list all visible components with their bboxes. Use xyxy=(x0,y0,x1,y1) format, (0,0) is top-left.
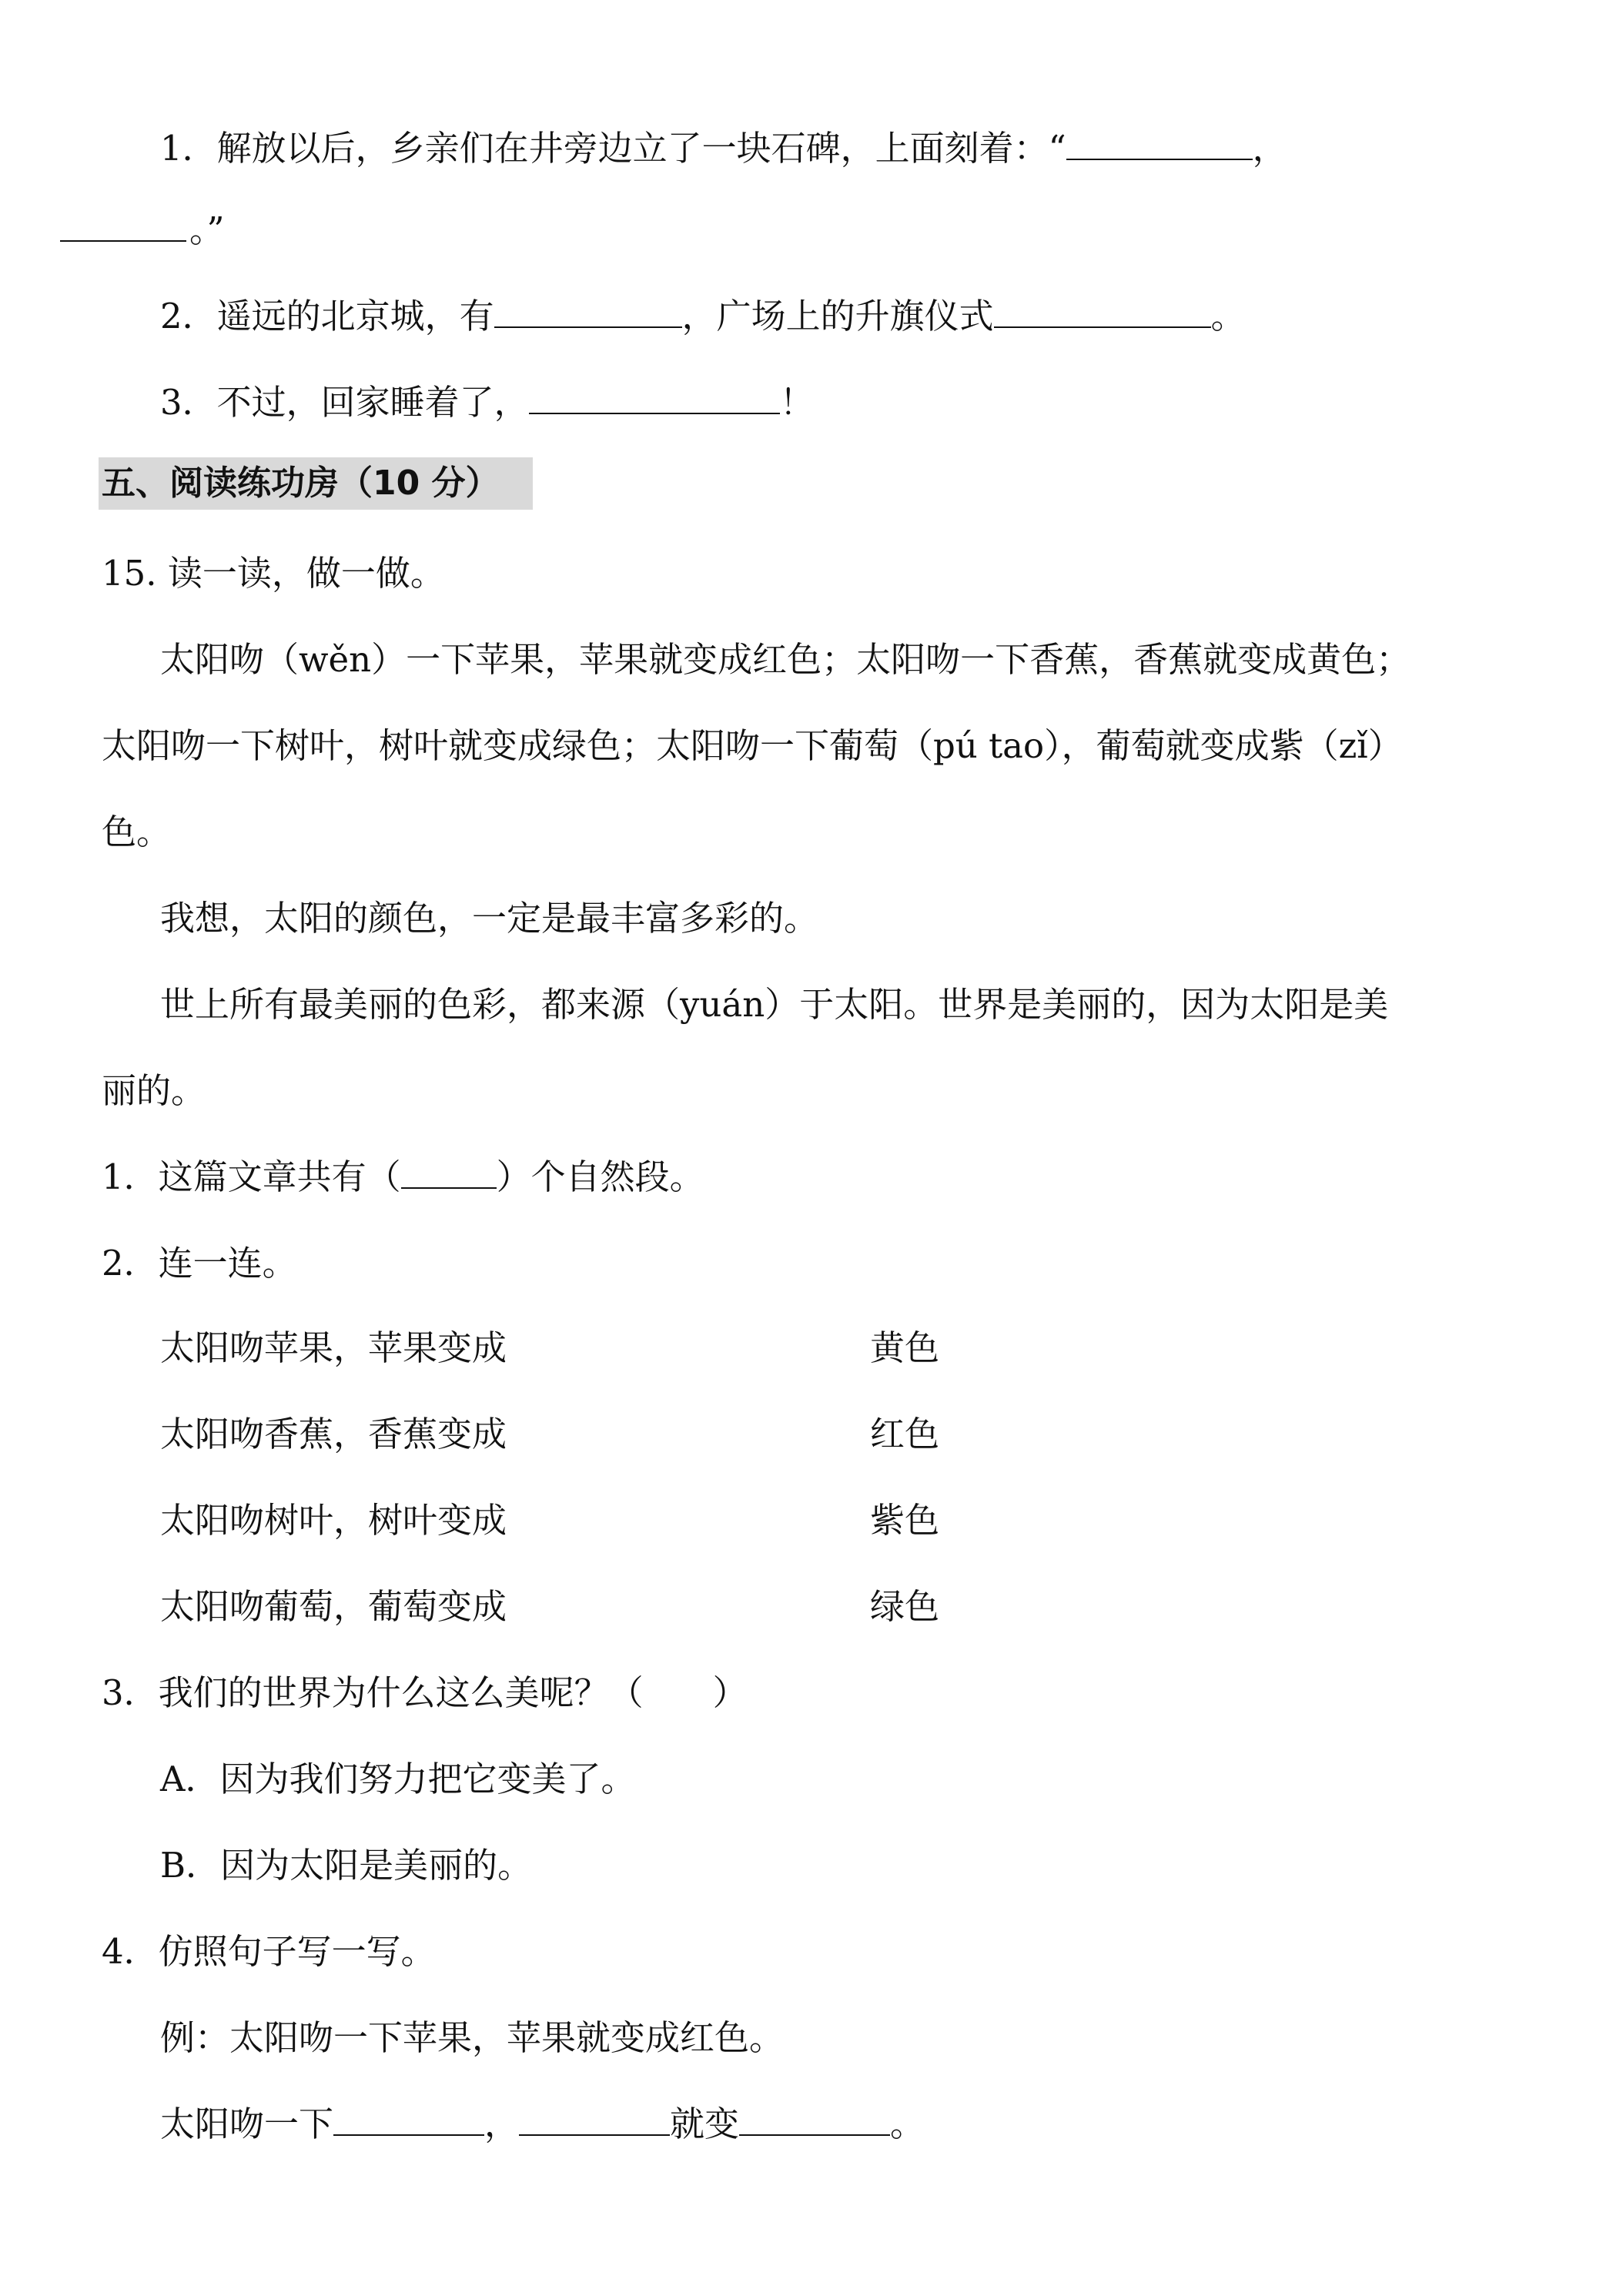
match-right-item[interactable]: 黄色 xyxy=(870,1327,940,1368)
question-4-end: 。 xyxy=(890,2104,925,2144)
fill-q2-text: 2．遥远的北京城，有 xyxy=(160,296,494,336)
fill-q2-middle: ，广场上的升旗仪式 xyxy=(681,296,994,336)
fill-q1-blank-2[interactable] xyxy=(60,240,186,242)
question-3: 3．我们的世界为什么这么美呢？（ ） xyxy=(102,1672,748,1713)
fill-q2-blank-2[interactable] xyxy=(994,299,1211,328)
match-left-item[interactable]: 太阳吻苹果，苹果变成 xyxy=(160,1327,507,1368)
question-1-text: 1．这篇文章共有（ xyxy=(102,1156,401,1197)
match-left-item[interactable]: 太阳吻香蕉，香蕉变成 xyxy=(160,1414,507,1454)
passage-paragraph-1-line-3: 色。 xyxy=(102,812,172,852)
fill-q1-text: 1．解放以后，乡亲们在井旁边立了一块石碑，上面刻着：“ xyxy=(160,128,1066,169)
question-1-end: ）个自然段。 xyxy=(496,1156,704,1197)
section-heading: 五、阅读练功房（10 分） xyxy=(102,464,500,503)
match-right-item[interactable]: 绿色 xyxy=(870,1586,940,1627)
question-2: 2．连一连。 xyxy=(102,1243,297,1284)
question-4-blank-2[interactable] xyxy=(519,2107,670,2136)
passage-paragraph-2: 我想，太阳的颜色，一定是最丰富多彩的。 xyxy=(160,898,819,939)
passage-paragraph-1-line-1: 太阳吻（wěn）一下苹果，苹果就变成红色；太阳吻一下香蕉，香蕉就变成黄色； xyxy=(160,639,1411,680)
passage-paragraph-1-line-2: 太阳吻一下树叶，树叶就变成绿色；太阳吻一下葡萄（pú tao），葡萄就变成紫（zǐ） xyxy=(102,725,1403,766)
fill-q2-blank-1[interactable] xyxy=(494,299,682,328)
fill-q1-end: 。” xyxy=(189,209,225,250)
match-left-item[interactable]: 太阳吻葡萄，葡萄变成 xyxy=(160,1586,507,1627)
fill-q2-end: 。 xyxy=(1210,296,1246,336)
question-4-example: 例：太阳吻一下苹果，苹果就变成红色。 xyxy=(160,2017,785,2058)
question-4-answer-line xyxy=(160,2104,925,2144)
question-4-comma: ， xyxy=(484,2104,520,2144)
question-4: 4．仿照句子写一写。 xyxy=(102,1931,436,1972)
question-3-option-b[interactable]: B．因为太阳是美丽的。 xyxy=(160,1845,533,1886)
question-15-prompt: 15. 读一读，做一做。 xyxy=(102,553,445,594)
question-4-text: 太阳吻一下 xyxy=(160,2104,334,2144)
fill-q3-end: ！ xyxy=(779,382,815,423)
passage-paragraph-3-line-2: 丽的。 xyxy=(102,1070,206,1111)
question-4-blank-3[interactable] xyxy=(739,2107,890,2136)
question-4-blank-1[interactable] xyxy=(333,2107,484,2136)
question-1-blank[interactable] xyxy=(401,1160,497,1189)
match-left-item[interactable]: 太阳吻树叶，树叶变成 xyxy=(160,1500,507,1541)
question-4-middle: 就变 xyxy=(670,2104,740,2144)
question-1 xyxy=(102,1156,704,1197)
fill-q3-line xyxy=(160,382,815,423)
match-right-item[interactable]: 紫色 xyxy=(870,1500,940,1541)
question-3-option-a[interactable]: A．因为我们努力把它变美了。 xyxy=(160,1759,636,1799)
fill-q1-comma: ， xyxy=(1252,128,1287,169)
fill-q1-line1 xyxy=(160,128,1287,169)
fill-q3-text: 3．不过，回家睡着了， xyxy=(160,382,529,423)
fill-q2-line xyxy=(160,296,1246,336)
passage-paragraph-3-line-1: 世上所有最美丽的色彩，都来源（yuán）于太阳。世界是美丽的，因为太阳是美 xyxy=(160,984,1389,1025)
fill-q3-blank[interactable] xyxy=(529,385,780,414)
fill-q1-blank-1[interactable] xyxy=(1066,131,1253,160)
match-right-item[interactable]: 红色 xyxy=(870,1414,940,1454)
